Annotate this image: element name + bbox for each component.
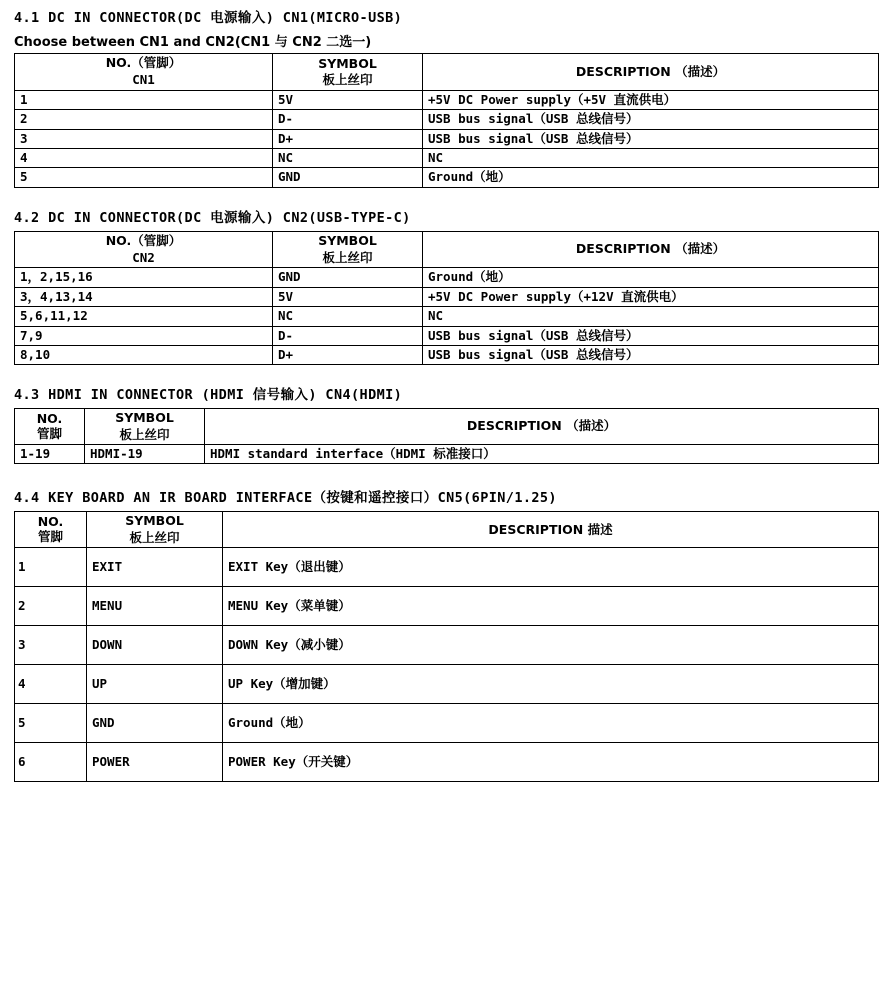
cell-symbol: GND bbox=[87, 704, 223, 743]
table-row bbox=[15, 268, 879, 287]
section-spacer bbox=[14, 192, 881, 206]
cell-no: 3，4,13,14 bbox=[15, 287, 273, 306]
cell-no: 3 bbox=[15, 626, 87, 665]
header-no bbox=[15, 231, 273, 268]
table-header-row bbox=[15, 409, 879, 445]
section-4-1-title: 4.1 DC IN CONNECTOR(DC 电源输入) CN1(MICRO-USB) bbox=[14, 10, 403, 26]
pin-table-keyboard-ir bbox=[14, 511, 879, 782]
cell-no: 2 bbox=[15, 110, 273, 129]
cell-symbol: GND bbox=[273, 168, 423, 187]
header-description: DESCRIPTION （描述） bbox=[205, 409, 879, 445]
cell-no: 3 bbox=[15, 129, 273, 148]
cell-symbol: D+ bbox=[273, 129, 423, 148]
header-no-line1: NO. bbox=[36, 411, 63, 427]
section-4-2-title: 4.2 DC IN CONNECTOR(DC 电源输入) CN2(USB-TYPE-C) bbox=[14, 209, 411, 226]
cell-symbol: 5V bbox=[273, 287, 423, 306]
cell-no: 2 bbox=[15, 587, 87, 626]
header-description: DESCRIPTION 描述 bbox=[223, 512, 879, 548]
cell-no: 8,10 bbox=[15, 345, 273, 364]
cell-symbol: POWER bbox=[87, 743, 223, 782]
cell-description: UP Key（增加键） bbox=[223, 665, 879, 704]
cell-description: NC bbox=[423, 148, 879, 167]
cell-description: +5V DC Power supply（+5V 直流供电） bbox=[423, 90, 879, 109]
table-row bbox=[15, 587, 879, 626]
header-symbol-line1: SYMBOL bbox=[125, 513, 184, 529]
cell-symbol: DOWN bbox=[87, 626, 223, 665]
cell-no: 7,9 bbox=[15, 326, 273, 345]
cell-symbol: NC bbox=[273, 307, 423, 326]
header-no-line2: CN2 bbox=[132, 250, 155, 265]
cell-description: MENU Key（菜单键） bbox=[223, 587, 879, 626]
cell-symbol: GND bbox=[273, 268, 423, 287]
cell-no: 1 bbox=[15, 90, 273, 109]
header-symbol bbox=[87, 512, 223, 548]
pin-table-cn2 bbox=[14, 231, 879, 366]
header-no bbox=[15, 409, 85, 445]
cell-no: 5 bbox=[15, 168, 273, 187]
cell-no: 5,6,11,12 bbox=[15, 307, 273, 326]
section-4-4-title: 4.4 KEY BOARD AN IR BOARD INTERFACE（按键和遥控接口）CN5(6PIN/1.25) bbox=[14, 490, 557, 507]
header-symbol bbox=[273, 231, 423, 268]
table-row bbox=[15, 129, 879, 148]
cell-no: 1-19 bbox=[15, 445, 85, 464]
cell-symbol: D- bbox=[273, 326, 423, 345]
header-symbol-line2: 板上丝印 bbox=[322, 249, 373, 265]
section-4-3 bbox=[14, 383, 881, 464]
header-no bbox=[15, 512, 87, 548]
cell-description: USB bus signal（USB 总线信号） bbox=[423, 129, 879, 148]
header-symbol-line1: SYMBOL bbox=[318, 233, 377, 249]
cell-no: 6 bbox=[15, 743, 87, 782]
cell-description: Ground（地） bbox=[423, 268, 879, 287]
cell-symbol: HDMI-19 bbox=[85, 445, 205, 464]
header-symbol-line1: SYMBOL bbox=[115, 410, 174, 426]
cell-symbol: 5V bbox=[273, 90, 423, 109]
section-4-4 bbox=[14, 486, 881, 782]
table-header-row bbox=[15, 54, 879, 91]
cell-description: USB bus signal（USB 总线信号） bbox=[423, 326, 879, 345]
table-row bbox=[15, 743, 879, 782]
cell-description: NC bbox=[423, 307, 879, 326]
table-row bbox=[15, 168, 879, 187]
table-row bbox=[15, 110, 879, 129]
cell-description: Ground（地） bbox=[423, 168, 879, 187]
header-no-line1: NO.（管脚） bbox=[105, 232, 182, 248]
header-symbol-line1: SYMBOL bbox=[318, 55, 377, 71]
table-row bbox=[15, 345, 879, 364]
cell-symbol: MENU bbox=[87, 587, 223, 626]
section-4-2 bbox=[14, 206, 881, 366]
table-row bbox=[15, 307, 879, 326]
cell-no: 5 bbox=[15, 704, 87, 743]
table-header-row bbox=[15, 512, 879, 548]
section-spacer bbox=[14, 369, 881, 383]
section-spacer bbox=[14, 468, 881, 486]
cell-symbol: EXIT bbox=[87, 548, 223, 587]
cell-description: +5V DC Power supply（+12V 直流供电） bbox=[423, 287, 879, 306]
header-symbol bbox=[273, 54, 423, 91]
table-row bbox=[15, 287, 879, 306]
header-symbol bbox=[85, 409, 205, 445]
cell-symbol: D- bbox=[273, 110, 423, 129]
header-no-line1: NO. bbox=[37, 514, 64, 530]
header-description: DESCRIPTION （描述） bbox=[423, 54, 879, 91]
cell-description: POWER Key（开关键） bbox=[223, 743, 879, 782]
table-header-row bbox=[15, 231, 879, 268]
cell-symbol: D+ bbox=[273, 345, 423, 364]
cell-description: DOWN Key（减小键） bbox=[223, 626, 879, 665]
cell-symbol: NC bbox=[273, 148, 423, 167]
cell-description: EXIT Key（退出键） bbox=[223, 548, 879, 587]
table-row bbox=[15, 548, 879, 587]
table-row bbox=[15, 326, 879, 345]
header-no-line1: NO.（管脚） bbox=[105, 55, 182, 70]
cell-description: USB bus signal（USB 总线信号） bbox=[423, 345, 879, 364]
table-row bbox=[15, 626, 879, 665]
pin-table-cn1 bbox=[14, 53, 879, 188]
cell-description: HDMI standard interface（HDMI 标准接口） bbox=[205, 445, 879, 464]
section-4-1 bbox=[14, 6, 881, 188]
table-row bbox=[15, 148, 879, 167]
header-symbol-line2: 板上丝印 bbox=[119, 426, 170, 442]
table-row bbox=[15, 704, 879, 743]
cell-description: Ground（地） bbox=[223, 704, 879, 743]
header-no-line2: 管脚 bbox=[37, 528, 63, 544]
table-row bbox=[15, 90, 879, 109]
cell-symbol: UP bbox=[87, 665, 223, 704]
pin-table-hdmi bbox=[14, 408, 879, 464]
table-row bbox=[15, 665, 879, 704]
header-no-line2: CN1 bbox=[132, 72, 155, 88]
header-no bbox=[15, 54, 273, 91]
cell-no: 1 bbox=[15, 548, 87, 587]
header-no-line2: 管脚 bbox=[36, 425, 62, 441]
header-symbol-line2: 板上丝印 bbox=[129, 529, 180, 545]
table-row bbox=[15, 445, 879, 464]
section-4-3-title: 4.3 HDMI IN CONNECTOR (HDMI 信号输入) CN4(HDMI) bbox=[14, 387, 403, 404]
cell-description: USB bus signal（USB 总线信号） bbox=[423, 110, 879, 129]
header-symbol-line2: 板上丝印 bbox=[322, 71, 373, 87]
cell-no: 1，2,15,16 bbox=[15, 268, 273, 287]
cell-no: 4 bbox=[15, 148, 273, 167]
cell-no: 4 bbox=[15, 665, 87, 704]
section-4-1-subtitle: Choose between CN1 and CN2(CN1 与 CN2 二选一) bbox=[14, 35, 372, 50]
header-description: DESCRIPTION （描述） bbox=[423, 231, 879, 268]
